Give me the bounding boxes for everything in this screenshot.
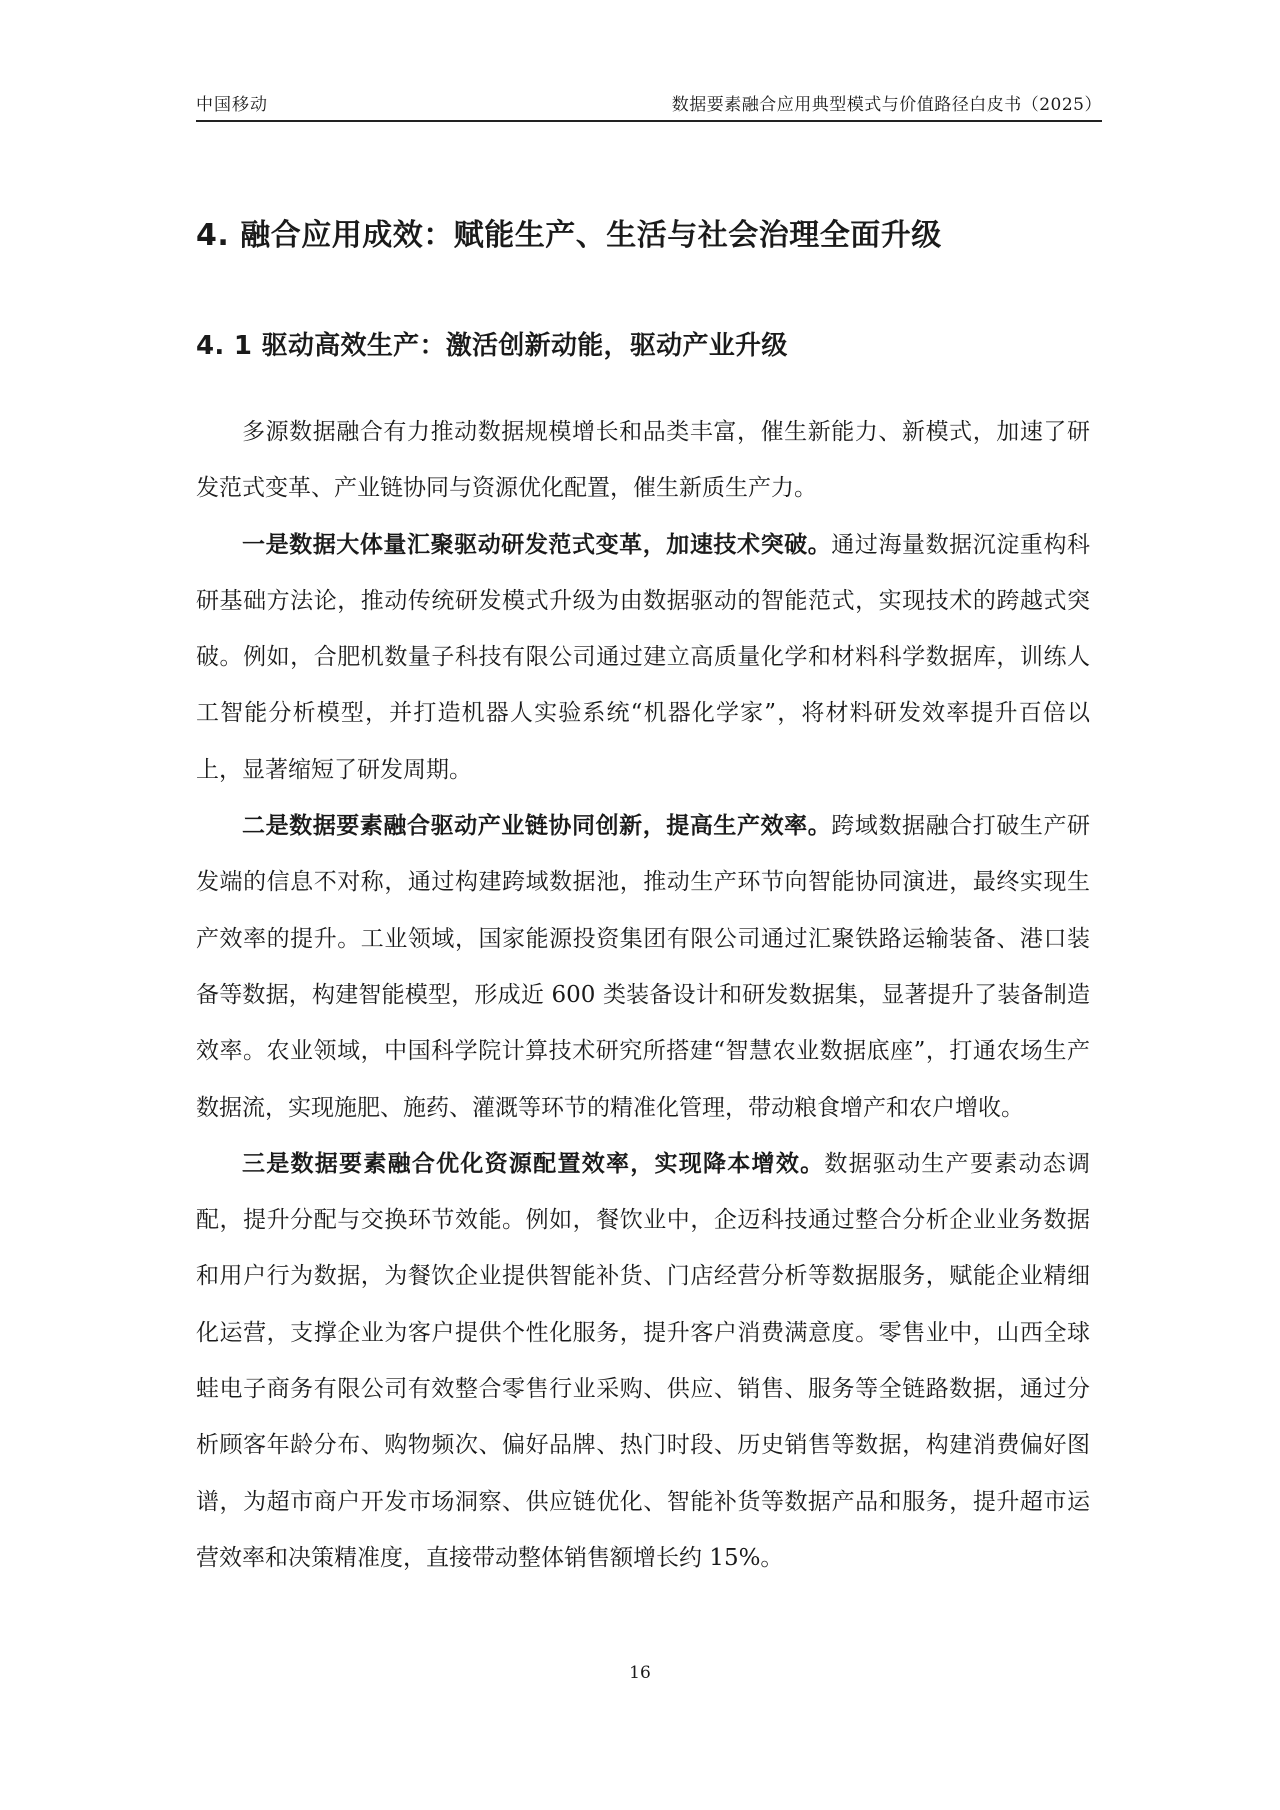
- paragraph-text: 多源数据融合有力推动数据规模增长和品类丰富，催生新能力、新模式，加速了研发范式变革、产业链协同与资源优化配置，催生新质生产力。: [196, 419, 1090, 502]
- paragraph-lead: 二是数据要素融合驱动产业链协同创新，提高生产效率。: [242, 812, 832, 840]
- header-document-title: 数据要素融合应用典型模式与价值路径白皮书（2025）: [671, 95, 1102, 115]
- paragraph-text: 数据驱动生产要素动态调配，提升分配与交换环节效能。例如，餐饮业中，企迈科技通过整合分析企业业务数据和用户行为数据，为餐饮企业提供智能补货、门店经营分析等数据服务，赋能企业精细化运营，支撑企业为客户提供个性化服务，提升客户消费满意度。零售业中，山西全球蛙电子商务有限公司有效整合零售行业采购、供应、销售、服务等全链路数据，通过分析顾客年龄分布、购物频次、偏好品牌、热门时段、历史销售等数据，构建消费偏好图谱，为超市商户开发市场洞察、供应链优化、智能补货等数据产品和服务，提升超市运营效率和决策精准度，直接带动整体销售额增长约 15%。: [196, 1150, 1091, 1571]
- paragraph-intro: [196, 404, 1090, 517]
- paragraph-point-1: [196, 517, 1090, 798]
- paragraph-point-2: [196, 798, 1090, 1136]
- paragraph-text: 跨域数据融合打破生产研发端的信息不对称，通过构建跨域数据池，推动生产环节向智能协同演进，最终实现生产效率的提升。工业领域，国家能源投资集团有限公司通过汇聚铁路运输装备、港口装备等数据，构建智能模型，形成近 600 类装备设计和研发数据集，显著提升了装备制造效率。农业领域，中国科学院计算技术研究所搭建“智慧农业数据底座”，打通农场生产数据流，实现施肥、施药、灌溉等环节的精准化管理，带动粮食增产和农户增收。: [196, 813, 1091, 1121]
- body-text: [196, 404, 1090, 1586]
- page-header: [196, 88, 1102, 122]
- header-org-name: 中国移动: [196, 95, 268, 115]
- paragraph-lead: 三是数据要素融合优化资源配置效率，实现降本增效。: [242, 1149, 825, 1177]
- paragraph-text: 通过海量数据沉淀重构科研基础方法论，推动传统研发模式升级为由数据驱动的智能范式，实现技术的跨越式突破。例如，合肥机数量子科技有限公司通过建立高质量化学和材料科学数据库，训练人工智能分析模型，并打造机器人实验系统“机器化学家”，将材料研发效率提升百倍以上，显著缩短了研发周期。: [196, 531, 1091, 783]
- page-number: 16: [629, 1663, 651, 1683]
- paragraph-point-3: [196, 1136, 1090, 1586]
- paragraph-lead: 一是数据大体量汇聚驱动研发范式变革，加速技术突破。: [242, 530, 832, 558]
- section-title: 4. 融合应用成效：赋能生产、生活与社会治理全面升级: [196, 218, 942, 253]
- subsection-title: 4. 1 驱动高效生产：激活创新动能，驱动产业升级: [196, 331, 788, 361]
